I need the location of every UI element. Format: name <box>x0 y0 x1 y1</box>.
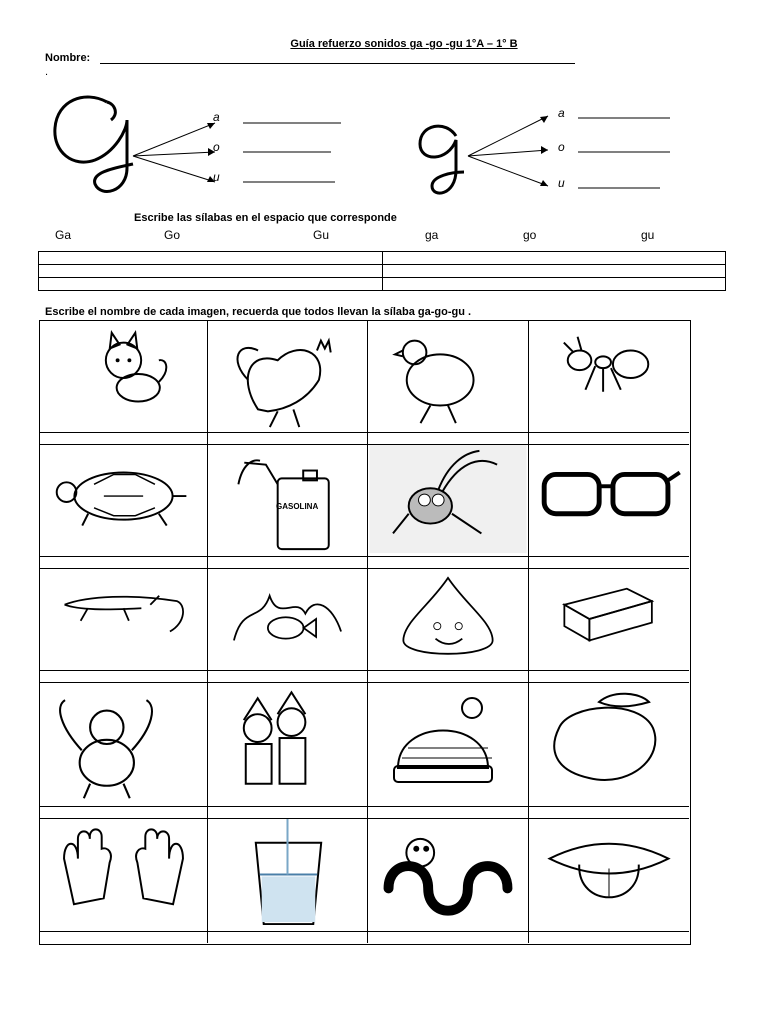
vowel-u: u <box>558 176 565 190</box>
gorilla-icon <box>40 683 207 805</box>
syllables-instruction: Escribe las sílabas en el espacio que corresponde <box>134 212 397 224</box>
answer-line[interactable] <box>40 806 207 807</box>
picture-cell-cricket <box>368 445 529 569</box>
syllable-Gu: Gu <box>313 228 330 242</box>
picture-cell-gloves <box>40 819 208 943</box>
syllables-answer-table <box>38 251 726 291</box>
ant-icon <box>529 321 689 431</box>
picture-cell-turtle <box>40 445 208 569</box>
picture-cell-worm <box>368 819 529 943</box>
eraser-icon <box>529 569 689 669</box>
syllable-Go: Go <box>164 228 181 242</box>
answer-line[interactable] <box>368 432 528 433</box>
answer-line[interactable] <box>208 432 367 433</box>
cat-icon <box>40 321 207 431</box>
answer-line[interactable] <box>529 432 689 433</box>
answer-line[interactable] <box>40 556 207 557</box>
gasoline-can-icon <box>208 445 367 555</box>
answer-cell[interactable] <box>382 252 726 265</box>
picture-cell-eraser <box>529 569 689 683</box>
syllable-gu: gu <box>641 228 655 242</box>
hen-icon <box>368 321 528 431</box>
drop-icon <box>368 569 528 669</box>
rooster-icon <box>208 321 367 431</box>
letter-diagram-lower <box>412 100 682 200</box>
picture-cell-ant <box>529 321 689 445</box>
answer-line[interactable] <box>208 556 367 557</box>
picture-cell-lizard <box>40 569 208 683</box>
answer-cell[interactable] <box>39 252 383 265</box>
syllable-ga: ga <box>425 228 439 242</box>
answer-cell[interactable] <box>382 278 726 291</box>
answer-line[interactable] <box>529 931 689 932</box>
page-title: Guía refuerzo sonidos ga -go -gu 1°A – 1° B <box>290 38 518 50</box>
mango-icon <box>529 683 689 805</box>
picture-cell-wool-hat <box>368 683 529 819</box>
syllable-go: go <box>523 228 537 242</box>
cursive-lower-g-icon <box>412 100 682 200</box>
vowel-o: o <box>558 140 565 154</box>
answer-line[interactable] <box>208 806 367 807</box>
picture-cell-water-glass <box>208 819 368 943</box>
turtle-icon <box>40 445 207 555</box>
picture-cell-gorilla <box>40 683 208 819</box>
picture-cell-tongue <box>529 819 689 943</box>
syllable-Ga: Ga <box>55 228 72 242</box>
vowel-a: a <box>213 110 220 124</box>
answer-line[interactable] <box>529 670 689 671</box>
wool-hat-icon <box>368 683 528 805</box>
picture-cell-coral-fish <box>208 569 368 683</box>
dot-mark: . <box>45 66 49 78</box>
picture-cell-dwarves <box>208 683 368 819</box>
picture-cell-hen <box>368 321 529 445</box>
answer-line[interactable] <box>40 670 207 671</box>
answer-line[interactable] <box>208 931 367 932</box>
answer-line[interactable] <box>529 806 689 807</box>
cursive-upper-g-icon <box>45 90 355 200</box>
answer-line[interactable] <box>208 670 367 671</box>
pictures-instruction: Escribe el nombre de cada imagen, recuerda que todos llevan la sílaba ga-go-gu . <box>45 306 472 318</box>
water-glass-icon <box>208 819 367 930</box>
answer-line[interactable] <box>368 556 528 557</box>
answer-cell[interactable] <box>39 278 383 291</box>
glasses-icon <box>529 445 689 555</box>
worm-icon <box>368 819 528 930</box>
gasoline-label: GASOLINA <box>276 502 319 511</box>
gloves-icon <box>40 819 207 930</box>
answer-line[interactable] <box>368 670 528 671</box>
dwarves-icon <box>208 683 367 805</box>
picture-grid <box>39 320 691 945</box>
coral-fish-icon <box>208 569 367 669</box>
answer-cell[interactable] <box>382 265 726 278</box>
picture-cell-gasoline-can <box>208 445 368 569</box>
answer-line[interactable] <box>40 931 207 932</box>
vowel-o: o <box>213 140 220 154</box>
name-label: Nombre: <box>45 52 91 64</box>
answer-line[interactable] <box>40 432 207 433</box>
picture-cell-mango <box>529 683 689 819</box>
picture-cell-cat <box>40 321 208 445</box>
lizard-icon <box>40 569 207 669</box>
picture-cell-rooster <box>208 321 368 445</box>
name-field-line[interactable] <box>100 63 575 64</box>
vowel-a: a <box>558 106 565 120</box>
answer-line[interactable] <box>368 806 528 807</box>
vowel-u: u <box>213 170 220 184</box>
tongue-icon <box>529 819 689 930</box>
letter-diagram-upper <box>45 90 355 200</box>
cricket-icon <box>368 445 528 555</box>
picture-cell-glasses <box>529 445 689 569</box>
answer-line[interactable] <box>529 556 689 557</box>
answer-line[interactable] <box>368 931 528 932</box>
picture-cell-drop <box>368 569 529 683</box>
answer-cell[interactable] <box>39 265 383 278</box>
